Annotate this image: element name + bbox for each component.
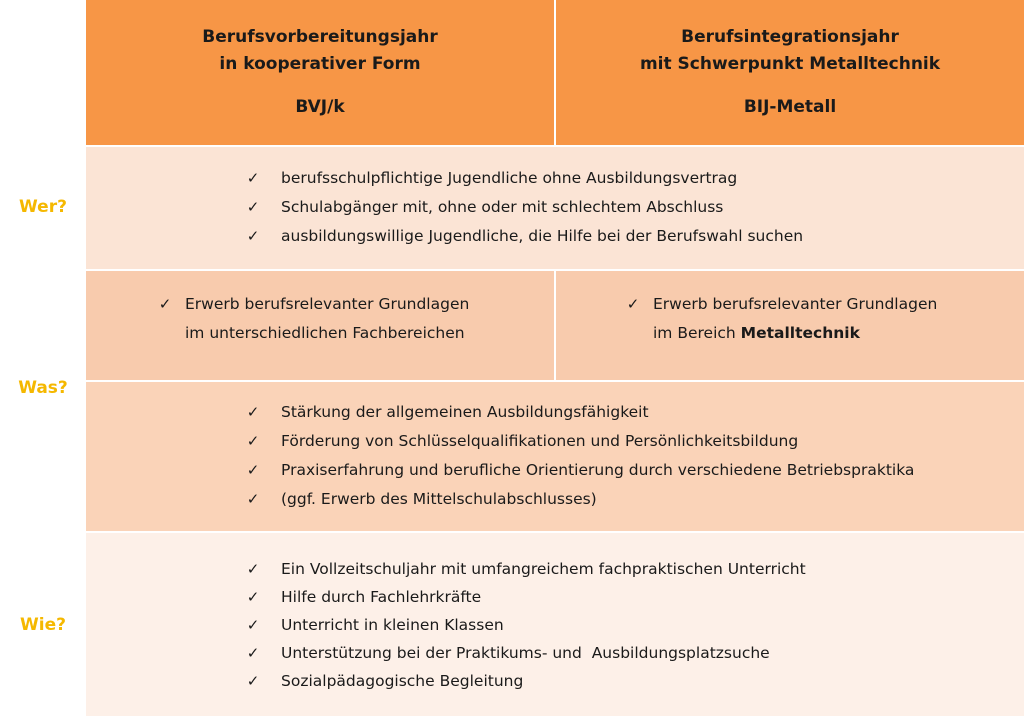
list-item <box>243 611 806 639</box>
list-item-text: Sozialpädagogische Begleitung <box>281 672 524 690</box>
check-icon: ✓ <box>246 644 260 662</box>
list-item <box>243 485 914 514</box>
list-item-text: Schulabgänger mit, ohne oder mit schlechtem Abschluss <box>281 198 724 216</box>
check-icon: ✓ <box>246 198 260 216</box>
list-item-text: Praxiserfahrung und berufliche Orientierung durch verschiedene Betriebspraktika <box>281 461 915 479</box>
check-icon: ✓ <box>246 227 260 245</box>
list-item-text: Ein Vollzeitschuljahr mit umfangreichem fachpraktischen Unterricht <box>281 560 806 578</box>
was-divider <box>554 271 556 380</box>
check-icon: ✓ <box>626 295 640 313</box>
header-bvj-abbr: BVJ/k <box>295 97 345 117</box>
list-item <box>243 193 803 222</box>
was-bvj-text <box>155 290 469 348</box>
list-item-text: berufsschulpflichtige Jugendliche ohne Ausbildungsvertrag <box>281 169 738 187</box>
was-bij-text <box>623 290 937 348</box>
header-bvj <box>86 0 554 145</box>
list-item-text: Förderung von Schlüsselqualifikationen und Persönlichkeitsbildung <box>281 432 799 450</box>
list-item-text: Stärkung der allgemeinen Ausbildungsfähigkeit <box>281 403 649 421</box>
list-item-text: Unterricht in kleinen Klassen <box>281 616 504 634</box>
was-bvj-line1: Erwerb berufsrelevanter Grundlagen <box>185 295 470 313</box>
header-bij <box>556 0 1024 145</box>
header-bij-line1: Berufsintegrationsjahr <box>681 27 899 47</box>
list-item-text: Hilfe durch Fachlehrkräfte <box>281 588 482 606</box>
check-icon: ✓ <box>246 616 260 634</box>
list-item <box>243 639 806 667</box>
check-icon: ✓ <box>246 432 260 450</box>
row-label-wie: Wie? <box>20 615 66 635</box>
check-icon: ✓ <box>246 588 260 606</box>
was-list <box>243 398 914 514</box>
list-item <box>243 427 914 456</box>
list-item-text: ausbildungswillige Jugendliche, die Hilfe bei der Berufswahl suchen <box>281 227 804 245</box>
check-icon: ✓ <box>246 490 260 508</box>
was-bij-line1: Erwerb berufsrelevanter Grundlagen <box>653 295 938 313</box>
header-bvj-line2: in kooperativer Form <box>219 54 421 74</box>
list-item <box>243 164 803 193</box>
check-icon: ✓ <box>246 672 260 690</box>
check-icon: ✓ <box>158 295 172 313</box>
header-bij-abbr: BIJ-Metall <box>743 97 837 117</box>
list-item <box>243 667 806 695</box>
was-bij-line2-prefix: im Bereich <box>653 324 741 342</box>
row-label-wer: Wer? <box>19 197 67 217</box>
header-bij-line2: mit Schwerpunkt Metalltechnik <box>639 54 941 74</box>
list-item <box>243 583 806 611</box>
list-item-text: (ggf. Erwerb des Mittelschulabschlusses) <box>281 490 597 508</box>
header-divider <box>554 0 556 145</box>
list-item-text: Unterstützung bei der Praktikums- und Ausbildungsplatzsuche <box>281 644 770 662</box>
wie-list <box>243 555 806 695</box>
list-item <box>243 555 806 583</box>
row-label-was: Was? <box>18 378 68 398</box>
was-bvj-line2: im unterschiedlichen Fachbereichen <box>185 324 465 342</box>
list-item <box>243 398 914 427</box>
check-icon: ✓ <box>246 403 260 421</box>
check-icon: ✓ <box>246 461 260 479</box>
wer-list <box>243 164 803 251</box>
list-item <box>243 456 914 485</box>
list-item <box>243 222 803 251</box>
header-bvj-line1: Berufsvorbereitungsjahr <box>202 27 438 47</box>
check-icon: ✓ <box>246 169 260 187</box>
was-bij-line2-bold: Metalltechnik <box>740 324 860 342</box>
check-icon: ✓ <box>246 560 260 578</box>
